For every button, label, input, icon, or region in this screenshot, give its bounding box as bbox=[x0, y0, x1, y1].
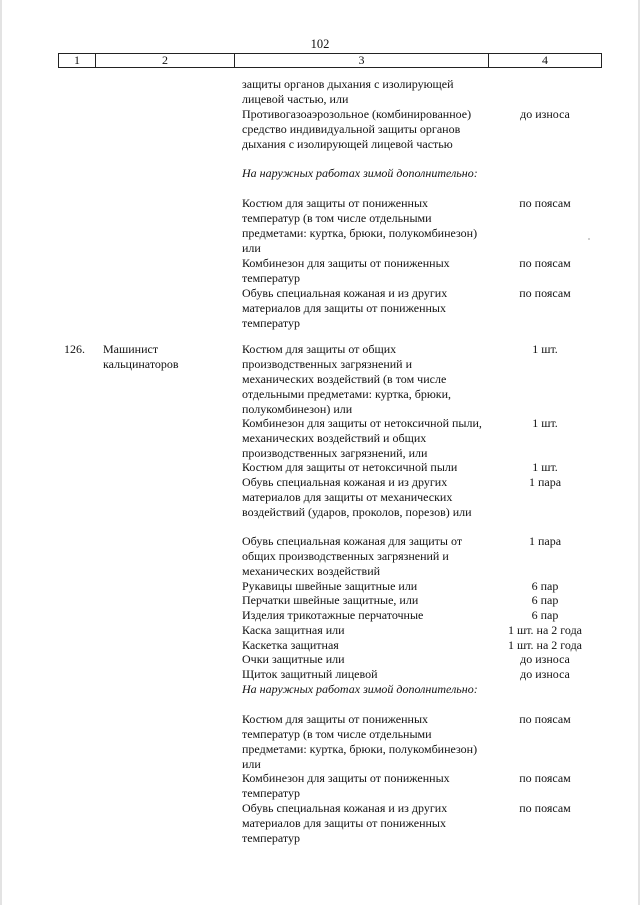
column-header-4: 4 bbox=[489, 54, 602, 68]
item-name: Рукавицы швейные защитные или bbox=[242, 579, 418, 593]
item-name: Обувь специальная кожаная и из других материалов для защиты от пониженных температур bbox=[242, 801, 448, 845]
item-name: Комбинезон для защиты от нетоксичной пыли, механических воздействий и общих производственных загрязнений, или bbox=[242, 416, 482, 460]
item-name: Перчатки швейные защитные, или bbox=[242, 593, 419, 607]
entry-profession: Машинист кальцинаторов bbox=[103, 342, 179, 371]
item-qty: 1 шт. на 2 года bbox=[507, 623, 583, 637]
item-name: Каскетка защитная bbox=[242, 638, 339, 652]
item-qty: 6 пар bbox=[531, 593, 559, 607]
item-qty: по поясам bbox=[519, 801, 571, 815]
item-qty: до износа bbox=[520, 107, 570, 121]
item-qty: 1 пара bbox=[528, 475, 562, 489]
item-qty: 6 пар bbox=[531, 579, 559, 593]
item-name: Костюм для защиты от пониженных температур (в том числе отдельными предметами: куртка, брюки, полукомбинезон) или bbox=[242, 196, 478, 255]
item-name: Каска защитная или bbox=[242, 623, 345, 637]
page-number: 102 bbox=[310, 37, 330, 51]
item-qty: по поясам bbox=[519, 286, 571, 300]
column-header-2: 2 bbox=[96, 54, 235, 68]
scan-dot bbox=[588, 238, 590, 240]
item-name: защиты органов дыхания с изолирующей лицевой частью, или bbox=[242, 77, 454, 106]
item-name: Комбинезон для защиты от пониженных температур bbox=[242, 771, 450, 800]
item-name: Очки защитные или bbox=[242, 652, 345, 666]
item-qty: 1 шт. на 2 года bbox=[507, 638, 583, 652]
item-name: Щиток защитный лицевой bbox=[242, 667, 378, 681]
page-edge-left bbox=[0, 0, 2, 905]
item-name: Костюм для защиты от нетоксичной пыли bbox=[242, 460, 458, 474]
item-qty: до износа bbox=[520, 652, 570, 666]
item-name: Обувь специальная кожаная и из других материалов для защиты от пониженных температур bbox=[242, 286, 448, 330]
item-name: На наружных работах зимой дополнительно: bbox=[242, 682, 478, 696]
item-name: Костюм для защиты от пониженных температур (в том числе отдельными предметами: куртка, брюки, полукомбинезон) или bbox=[242, 712, 478, 771]
item-qty: 6 пар bbox=[531, 608, 559, 622]
column-header-3: 3 bbox=[235, 54, 489, 68]
column-header-table bbox=[58, 53, 602, 68]
item-name: Изделия трикотажные перчаточные bbox=[242, 608, 424, 622]
item-qty: по поясам bbox=[519, 196, 571, 210]
item-qty: по поясам bbox=[519, 771, 571, 785]
item-qty: по поясам bbox=[519, 256, 571, 270]
item-name: Противогазоаэрозольное (комбинированное) средство индивидуальной защиты органов дыхания с изолирующей лицевой частью bbox=[242, 107, 472, 151]
item-qty: по поясам bbox=[519, 712, 571, 726]
item-qty: до износа bbox=[520, 667, 570, 681]
item-qty: 1 шт. bbox=[532, 460, 558, 474]
item-qty: 1 пара bbox=[528, 534, 562, 548]
item-qty: 1 шт. bbox=[532, 342, 558, 356]
item-name: Костюм для защиты от общих производственных загрязнений и механических воздействий (в том числе отдельными предметами: куртка, брюки, полукомбинезон) или bbox=[242, 342, 452, 416]
column-header-1: 1 bbox=[59, 54, 96, 68]
item-name: Обувь специальная кожаная и из других материалов для защиты от механических воздействий (ударов, проколов, порезов) или bbox=[242, 475, 472, 519]
item-qty: 1 шт. bbox=[532, 416, 558, 430]
entry-number: 126. bbox=[64, 342, 85, 356]
item-name: Комбинезон для защиты от пониженных температур bbox=[242, 256, 450, 285]
item-name: На наружных работах зимой дополнительно: bbox=[242, 166, 478, 180]
item-name: Обувь специальная кожаная для защиты от общих производственных загрязнений и механических воздействий bbox=[242, 534, 463, 578]
